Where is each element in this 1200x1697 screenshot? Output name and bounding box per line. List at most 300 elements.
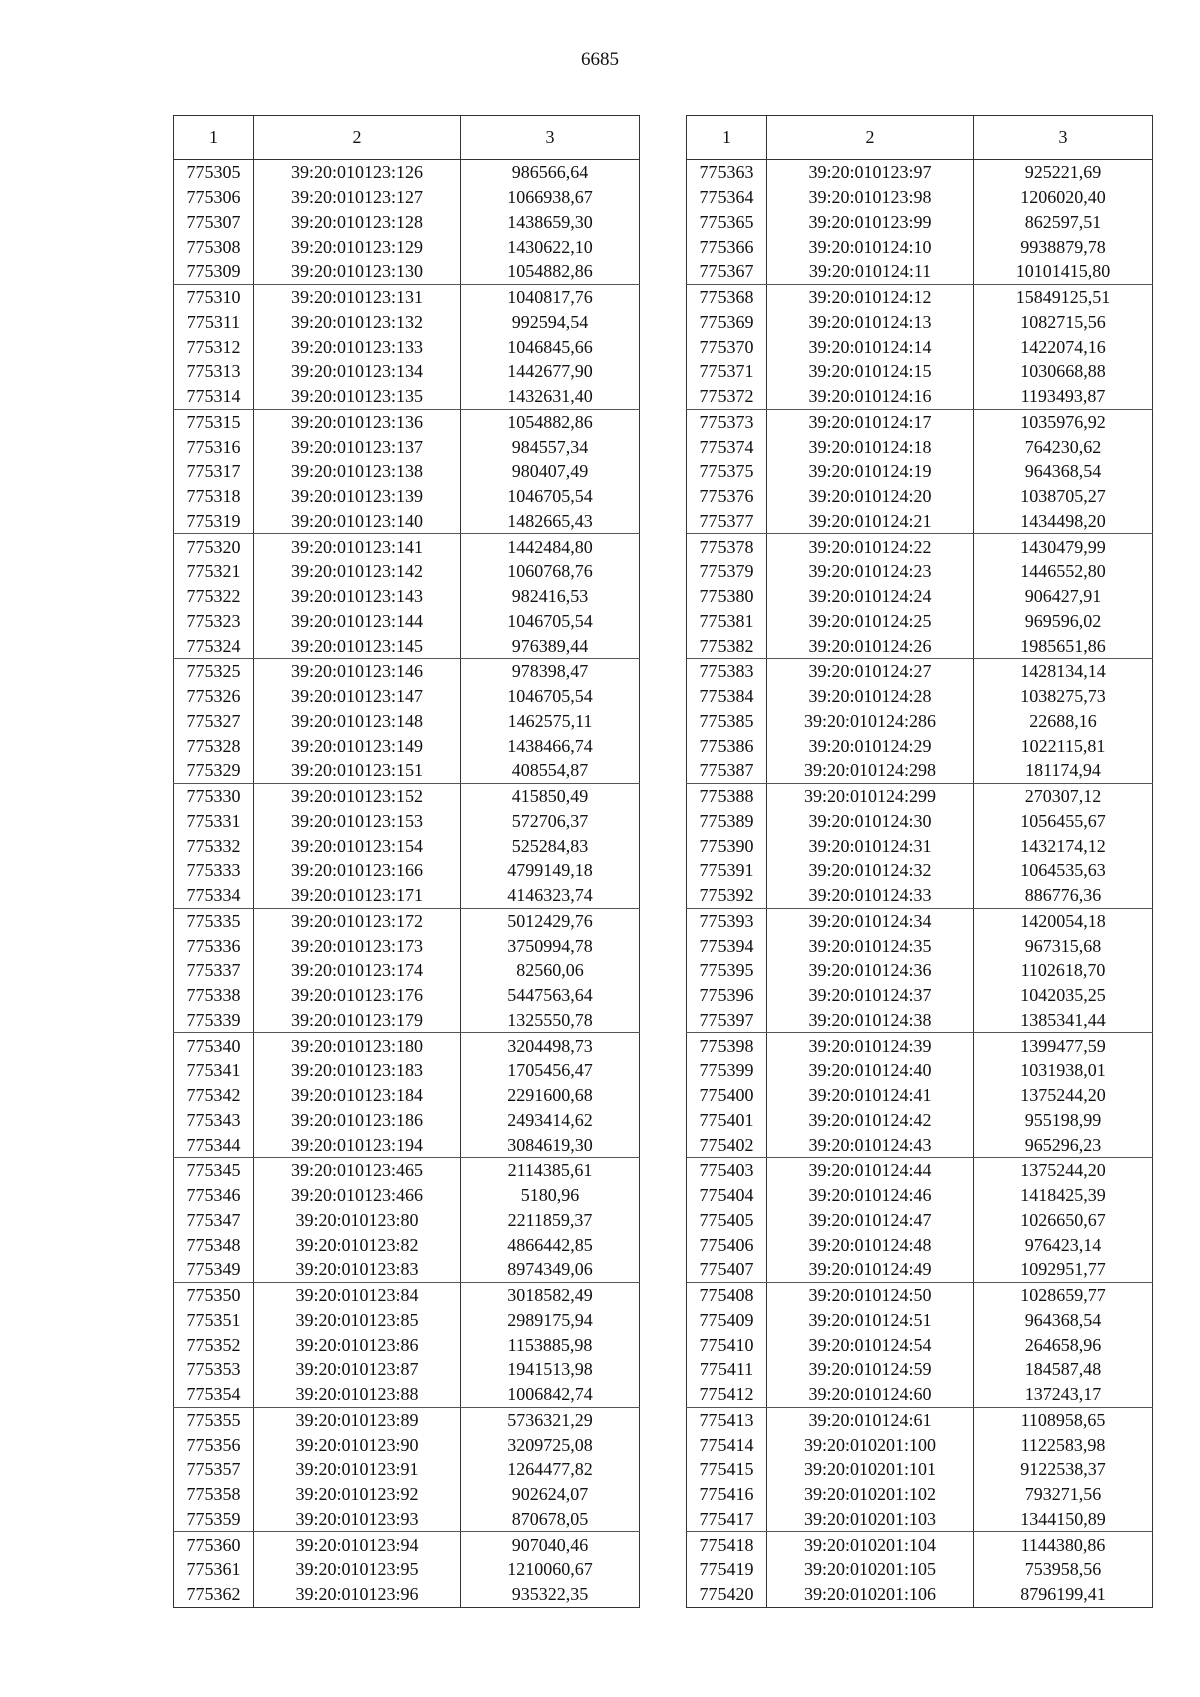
value-cell: 1446552,80 [974, 559, 1153, 584]
value-cell: 976389,44 [461, 633, 640, 658]
cadastral-number-cell: 39:20:010123:152 [254, 783, 461, 808]
cadastral-number-cell: 39:20:010123:89 [254, 1407, 461, 1432]
table-row [174, 1557, 640, 1582]
row-number-cell: 775388 [687, 783, 767, 808]
cadastral-number-cell: 39:20:010123:128 [254, 210, 461, 235]
table-row [687, 883, 1153, 908]
value-cell: 925221,69 [974, 160, 1153, 185]
value-cell: 964368,54 [974, 459, 1153, 484]
row-number-cell: 775347 [174, 1208, 254, 1233]
cadastral-number-cell: 39:20:010123:129 [254, 234, 461, 259]
cadastral-number-cell: 39:20:010124:59 [767, 1357, 974, 1382]
table-row [174, 1108, 640, 1133]
row-number-cell: 775319 [174, 509, 254, 534]
row-number-cell: 775305 [174, 160, 254, 185]
row-number-cell: 775405 [687, 1208, 767, 1233]
table-row [174, 684, 640, 709]
value-cell: 1026650,67 [974, 1208, 1153, 1233]
value-cell: 137243,17 [974, 1382, 1153, 1407]
table-row [687, 509, 1153, 534]
cadastral-number-cell: 39:20:010123:130 [254, 259, 461, 284]
row-number-cell: 775314 [174, 384, 254, 409]
row-number-cell: 775336 [174, 933, 254, 958]
value-cell: 1482665,43 [461, 509, 640, 534]
cadastral-number-cell: 39:20:010123:141 [254, 534, 461, 559]
cadastral-number-cell: 39:20:010124:20 [767, 484, 974, 509]
table-row [687, 1382, 1153, 1407]
cadastral-number-cell: 39:20:010123:148 [254, 709, 461, 734]
row-number-cell: 775410 [687, 1332, 767, 1357]
table-row [687, 1208, 1153, 1233]
cadastral-number-cell: 39:20:010124:27 [767, 659, 974, 684]
value-cell: 1438659,30 [461, 210, 640, 235]
table-row [687, 1158, 1153, 1183]
table-row [174, 1332, 640, 1357]
table-row [174, 334, 640, 359]
value-cell: 2114385,61 [461, 1158, 640, 1183]
table-row [174, 1457, 640, 1482]
table-row [174, 1282, 640, 1307]
table-row [687, 1008, 1153, 1033]
value-cell: 1344150,89 [974, 1507, 1153, 1532]
value-cell: 1941513,98 [461, 1357, 640, 1382]
cadastral-number-cell: 39:20:010124:11 [767, 259, 974, 284]
value-cell: 1046705,54 [461, 609, 640, 634]
table-row [687, 609, 1153, 634]
row-number-cell: 775385 [687, 709, 767, 734]
table-right [686, 115, 1153, 1608]
cadastral-number-cell: 39:20:010123:83 [254, 1257, 461, 1282]
cadastral-number-cell: 39:20:010123:145 [254, 633, 461, 658]
cadastral-number-cell: 39:20:010124:29 [767, 733, 974, 758]
cadastral-number-cell: 39:20:010201:103 [767, 1507, 974, 1532]
value-cell: 1399477,59 [974, 1033, 1153, 1058]
value-cell: 181174,94 [974, 758, 1153, 783]
cadastral-number-cell: 39:20:010124:28 [767, 684, 974, 709]
row-number-cell: 775359 [174, 1507, 254, 1532]
row-number-cell: 775329 [174, 758, 254, 783]
row-number-cell: 775400 [687, 1083, 767, 1108]
row-number-cell: 775398 [687, 1033, 767, 1058]
row-number-cell: 775364 [687, 185, 767, 210]
value-cell: 992594,54 [461, 310, 640, 335]
row-number-cell: 775383 [687, 659, 767, 684]
table-row [174, 1083, 640, 1108]
value-cell: 1430622,10 [461, 234, 640, 259]
table-row [687, 1507, 1153, 1532]
row-number-cell: 775342 [174, 1083, 254, 1108]
row-number-cell: 775417 [687, 1507, 767, 1532]
row-number-cell: 775327 [174, 709, 254, 734]
value-cell: 1006842,74 [461, 1382, 640, 1407]
cadastral-number-cell: 39:20:010123:146 [254, 659, 461, 684]
table-row [174, 1008, 640, 1033]
cadastral-number-cell: 39:20:010123:85 [254, 1308, 461, 1333]
row-number-cell: 775344 [174, 1132, 254, 1157]
value-cell: 935322,35 [461, 1582, 640, 1607]
table-row [687, 1108, 1153, 1133]
value-cell: 1430479,99 [974, 534, 1153, 559]
row-number-cell: 775412 [687, 1382, 767, 1407]
row-number-cell: 775415 [687, 1457, 767, 1482]
value-cell: 1092951,77 [974, 1257, 1153, 1282]
table-row [687, 983, 1153, 1008]
table-row [174, 983, 640, 1008]
table-row [174, 534, 640, 559]
cadastral-number-cell: 39:20:010123:135 [254, 384, 461, 409]
value-cell: 978398,47 [461, 659, 640, 684]
table-row [687, 684, 1153, 709]
table-row [687, 334, 1153, 359]
table-row [687, 1058, 1153, 1083]
cadastral-number-cell: 39:20:010124:14 [767, 334, 974, 359]
value-cell: 5012429,76 [461, 908, 640, 933]
cadastral-number-cell: 39:20:010123:97 [767, 160, 974, 185]
table-row [174, 359, 640, 384]
row-number-cell: 775322 [174, 584, 254, 609]
cadastral-number-cell: 39:20:010124:24 [767, 584, 974, 609]
row-number-cell: 775403 [687, 1158, 767, 1183]
row-number-cell: 775392 [687, 883, 767, 908]
row-number-cell: 775356 [174, 1432, 254, 1457]
cadastral-number-cell: 39:20:010123:133 [254, 334, 461, 359]
row-number-cell: 775338 [174, 983, 254, 1008]
table-row [174, 1058, 640, 1083]
cadastral-number-cell: 39:20:010124:32 [767, 858, 974, 883]
table-row [687, 409, 1153, 434]
table-row [174, 384, 640, 409]
value-cell: 2493414,62 [461, 1108, 640, 1133]
cadastral-number-cell: 39:20:010123:465 [254, 1158, 461, 1183]
table-row [174, 1132, 640, 1157]
value-cell: 1193493,87 [974, 384, 1153, 409]
row-number-cell: 775333 [174, 858, 254, 883]
cadastral-number-cell: 39:20:010123:94 [254, 1532, 461, 1557]
row-number-cell: 775334 [174, 883, 254, 908]
table-row [174, 809, 640, 834]
table-row [687, 310, 1153, 335]
value-cell: 270307,12 [974, 783, 1153, 808]
cadastral-number-cell: 39:20:010124:13 [767, 310, 974, 335]
row-number-cell: 775413 [687, 1407, 767, 1432]
cadastral-number-cell: 39:20:010124:49 [767, 1257, 974, 1282]
table-row [687, 733, 1153, 758]
table-row [174, 284, 640, 309]
cadastral-number-cell: 39:20:010123:194 [254, 1132, 461, 1157]
header-cell-col2: 2 [254, 116, 461, 160]
row-number-cell: 775358 [174, 1482, 254, 1507]
cadastral-number-cell: 39:20:010124:31 [767, 833, 974, 858]
value-cell: 870678,05 [461, 1507, 640, 1532]
table-row [174, 584, 640, 609]
value-cell: 1031938,01 [974, 1058, 1153, 1083]
row-number-cell: 775373 [687, 409, 767, 434]
value-cell: 1046845,66 [461, 334, 640, 359]
row-number-cell: 775376 [687, 484, 767, 509]
value-cell: 1038275,73 [974, 684, 1153, 709]
cadastral-number-cell: 39:20:010124:33 [767, 883, 974, 908]
table-row [174, 434, 640, 459]
value-cell: 1038705,27 [974, 484, 1153, 509]
cadastral-number-cell: 39:20:010123:143 [254, 584, 461, 609]
row-number-cell: 775374 [687, 434, 767, 459]
table-row [687, 809, 1153, 834]
value-cell: 976423,14 [974, 1232, 1153, 1257]
cadastral-number-cell: 39:20:010123:139 [254, 484, 461, 509]
table-row [687, 833, 1153, 858]
cadastral-number-cell: 39:20:010201:102 [767, 1482, 974, 1507]
header-cell-col1: 1 [174, 116, 254, 160]
row-number-cell: 775367 [687, 259, 767, 284]
row-number-cell: 775324 [174, 633, 254, 658]
row-number-cell: 775340 [174, 1033, 254, 1058]
row-number-cell: 775395 [687, 958, 767, 983]
cadastral-number-cell: 39:20:010124:12 [767, 284, 974, 309]
table-row [174, 310, 640, 335]
cadastral-number-cell: 39:20:010123:96 [254, 1582, 461, 1607]
cadastral-number-cell: 39:20:010124:43 [767, 1132, 974, 1157]
cadastral-number-cell: 39:20:010123:82 [254, 1232, 461, 1257]
table-row [174, 958, 640, 983]
cadastral-number-cell: 39:20:010124:44 [767, 1158, 974, 1183]
cadastral-number-cell: 39:20:010124:26 [767, 633, 974, 658]
value-cell: 1422074,16 [974, 334, 1153, 359]
row-number-cell: 775323 [174, 609, 254, 634]
value-cell: 986566,64 [461, 160, 640, 185]
cadastral-number-cell: 39:20:010123:90 [254, 1432, 461, 1457]
table-row [174, 1582, 640, 1607]
value-cell: 2211859,37 [461, 1208, 640, 1233]
table-row [174, 1208, 640, 1233]
table-row [174, 933, 640, 958]
table-row [687, 1457, 1153, 1482]
row-number-cell: 775394 [687, 933, 767, 958]
row-number-cell: 775420 [687, 1582, 767, 1607]
value-cell: 82560,06 [461, 958, 640, 983]
table-row [174, 409, 640, 434]
cadastral-number-cell: 39:20:010123:93 [254, 1507, 461, 1532]
value-cell: 1153885,98 [461, 1332, 640, 1357]
table-row [174, 1507, 640, 1532]
cadastral-number-cell: 39:20:010201:104 [767, 1532, 974, 1557]
row-number-cell: 775404 [687, 1183, 767, 1208]
row-number-cell: 775307 [174, 210, 254, 235]
cadastral-number-cell: 39:20:010123:180 [254, 1033, 461, 1058]
cadastral-number-cell: 39:20:010123:153 [254, 809, 461, 834]
cadastral-number-cell: 39:20:010123:138 [254, 459, 461, 484]
cadastral-number-cell: 39:20:010124:35 [767, 933, 974, 958]
table-row [687, 1183, 1153, 1208]
row-number-cell: 775348 [174, 1232, 254, 1257]
value-cell: 1042035,25 [974, 983, 1153, 1008]
value-cell: 4799149,18 [461, 858, 640, 883]
row-number-cell: 775308 [174, 234, 254, 259]
cadastral-number-cell: 39:20:010124:48 [767, 1232, 974, 1257]
row-number-cell: 775384 [687, 684, 767, 709]
value-cell: 982416,53 [461, 584, 640, 609]
value-cell: 1046705,54 [461, 684, 640, 709]
cadastral-number-cell: 39:20:010124:10 [767, 234, 974, 259]
header-cell-col2: 2 [767, 116, 974, 160]
table-row [687, 1282, 1153, 1307]
row-number-cell: 775371 [687, 359, 767, 384]
table-row [174, 185, 640, 210]
value-cell: 1325550,78 [461, 1008, 640, 1033]
value-cell: 9122538,37 [974, 1457, 1153, 1482]
row-number-cell: 775349 [174, 1257, 254, 1282]
row-number-cell: 775360 [174, 1532, 254, 1557]
value-cell: 1442484,80 [461, 534, 640, 559]
row-number-cell: 775361 [174, 1557, 254, 1582]
value-cell: 264658,96 [974, 1332, 1153, 1357]
value-cell: 9938879,78 [974, 234, 1153, 259]
value-cell: 1060768,76 [461, 559, 640, 584]
value-cell: 969596,02 [974, 609, 1153, 634]
row-number-cell: 775335 [174, 908, 254, 933]
value-cell: 965296,23 [974, 1132, 1153, 1157]
value-cell: 967315,68 [974, 933, 1153, 958]
table-row [687, 1132, 1153, 1157]
cadastral-number-cell: 39:20:010124:41 [767, 1083, 974, 1108]
value-cell: 2291600,68 [461, 1083, 640, 1108]
row-number-cell: 775414 [687, 1432, 767, 1457]
value-cell: 984557,34 [461, 434, 640, 459]
value-cell: 1432631,40 [461, 384, 640, 409]
value-cell: 5736321,29 [461, 1407, 640, 1432]
value-cell: 1054882,86 [461, 409, 640, 434]
cadastral-number-cell: 39:20:010123:98 [767, 185, 974, 210]
table-row [687, 908, 1153, 933]
value-cell: 1264477,82 [461, 1457, 640, 1482]
row-number-cell: 775352 [174, 1332, 254, 1357]
cadastral-number-cell: 39:20:010124:298 [767, 758, 974, 783]
table-row [174, 609, 640, 634]
row-number-cell: 775409 [687, 1308, 767, 1333]
cadastral-number-cell: 39:20:010124:40 [767, 1058, 974, 1083]
value-cell: 1705456,47 [461, 1058, 640, 1083]
cadastral-number-cell: 39:20:010124:15 [767, 359, 974, 384]
value-cell: 1428134,14 [974, 659, 1153, 684]
value-cell: 1064535,63 [974, 858, 1153, 883]
value-cell: 964368,54 [974, 1308, 1153, 1333]
cadastral-number-cell: 39:20:010124:23 [767, 559, 974, 584]
row-number-cell: 775411 [687, 1357, 767, 1382]
value-cell: 1122583,98 [974, 1432, 1153, 1457]
value-cell: 3018582,49 [461, 1282, 640, 1307]
cadastral-number-cell: 39:20:010123:179 [254, 1008, 461, 1033]
table-row [687, 1557, 1153, 1582]
table-row [174, 783, 640, 808]
row-number-cell: 775375 [687, 459, 767, 484]
table-row [687, 1432, 1153, 1457]
value-cell: 8796199,41 [974, 1582, 1153, 1607]
table-row [687, 1257, 1153, 1282]
table-row [687, 858, 1153, 883]
cadastral-number-cell: 39:20:010124:25 [767, 609, 974, 634]
cadastral-number-cell: 39:20:010123:154 [254, 833, 461, 858]
value-cell: 525284,83 [461, 833, 640, 858]
row-number-cell: 775362 [174, 1582, 254, 1607]
cadastral-number-cell: 39:20:010201:106 [767, 1582, 974, 1607]
row-number-cell: 775315 [174, 409, 254, 434]
value-cell: 1462575,11 [461, 709, 640, 734]
table-row [174, 1183, 640, 1208]
value-cell: 1432174,12 [974, 833, 1153, 858]
value-cell: 4146323,74 [461, 883, 640, 908]
cadastral-number-cell: 39:20:010123:176 [254, 983, 461, 1008]
row-number-cell: 775382 [687, 633, 767, 658]
row-number-cell: 775326 [174, 684, 254, 709]
table-row [174, 210, 640, 235]
row-number-cell: 775408 [687, 1282, 767, 1307]
cadastral-number-cell: 39:20:010201:105 [767, 1557, 974, 1582]
value-cell: 1108958,65 [974, 1407, 1153, 1432]
cadastral-number-cell: 39:20:010123:88 [254, 1382, 461, 1407]
row-number-cell: 775365 [687, 210, 767, 235]
cadastral-number-cell: 39:20:010124:30 [767, 809, 974, 834]
table-row [687, 185, 1153, 210]
value-cell: 1046705,54 [461, 484, 640, 509]
row-number-cell: 775325 [174, 659, 254, 684]
row-number-cell: 775366 [687, 234, 767, 259]
cadastral-number-cell: 39:20:010124:51 [767, 1308, 974, 1333]
value-cell: 1066938,67 [461, 185, 640, 210]
cadastral-number-cell: 39:20:010123:137 [254, 434, 461, 459]
value-cell: 1102618,70 [974, 958, 1153, 983]
table-row [174, 1432, 640, 1457]
cadastral-number-cell: 39:20:010123:149 [254, 733, 461, 758]
row-number-cell: 775316 [174, 434, 254, 459]
value-cell: 1206020,40 [974, 185, 1153, 210]
cadastral-number-cell: 39:20:010123:80 [254, 1208, 461, 1233]
value-cell: 408554,87 [461, 758, 640, 783]
table-row [687, 1357, 1153, 1382]
row-number-cell: 775313 [174, 359, 254, 384]
cadastral-number-cell: 39:20:010124:50 [767, 1282, 974, 1307]
value-cell: 1375244,20 [974, 1158, 1153, 1183]
table-row [174, 758, 640, 783]
value-cell: 1985651,86 [974, 633, 1153, 658]
row-number-cell: 775406 [687, 1232, 767, 1257]
header-cell-col3: 3 [461, 116, 640, 160]
table-row [174, 633, 640, 658]
row-number-cell: 775390 [687, 833, 767, 858]
table-row [174, 160, 640, 185]
row-number-cell: 775399 [687, 1058, 767, 1083]
cadastral-number-cell: 39:20:010123:132 [254, 310, 461, 335]
row-number-cell: 775346 [174, 1183, 254, 1208]
cadastral-number-cell: 39:20:010201:100 [767, 1432, 974, 1457]
row-number-cell: 775407 [687, 1257, 767, 1282]
table-row [687, 1033, 1153, 1058]
cadastral-number-cell: 39:20:010124:36 [767, 958, 974, 983]
cadastral-number-cell: 39:20:010124:16 [767, 384, 974, 409]
table-row [687, 384, 1153, 409]
table-row [687, 210, 1153, 235]
value-cell: 1022115,81 [974, 733, 1153, 758]
table-row [687, 1232, 1153, 1257]
row-number-cell: 775330 [174, 783, 254, 808]
row-number-cell: 775350 [174, 1282, 254, 1307]
table-row [174, 1382, 640, 1407]
row-number-cell: 775351 [174, 1308, 254, 1333]
cadastral-number-cell: 39:20:010123:172 [254, 908, 461, 933]
table-row [687, 933, 1153, 958]
table-row [174, 509, 640, 534]
value-cell: 5180,96 [461, 1183, 640, 1208]
cadastral-number-cell: 39:20:010124:60 [767, 1382, 974, 1407]
value-cell: 1040817,76 [461, 284, 640, 309]
